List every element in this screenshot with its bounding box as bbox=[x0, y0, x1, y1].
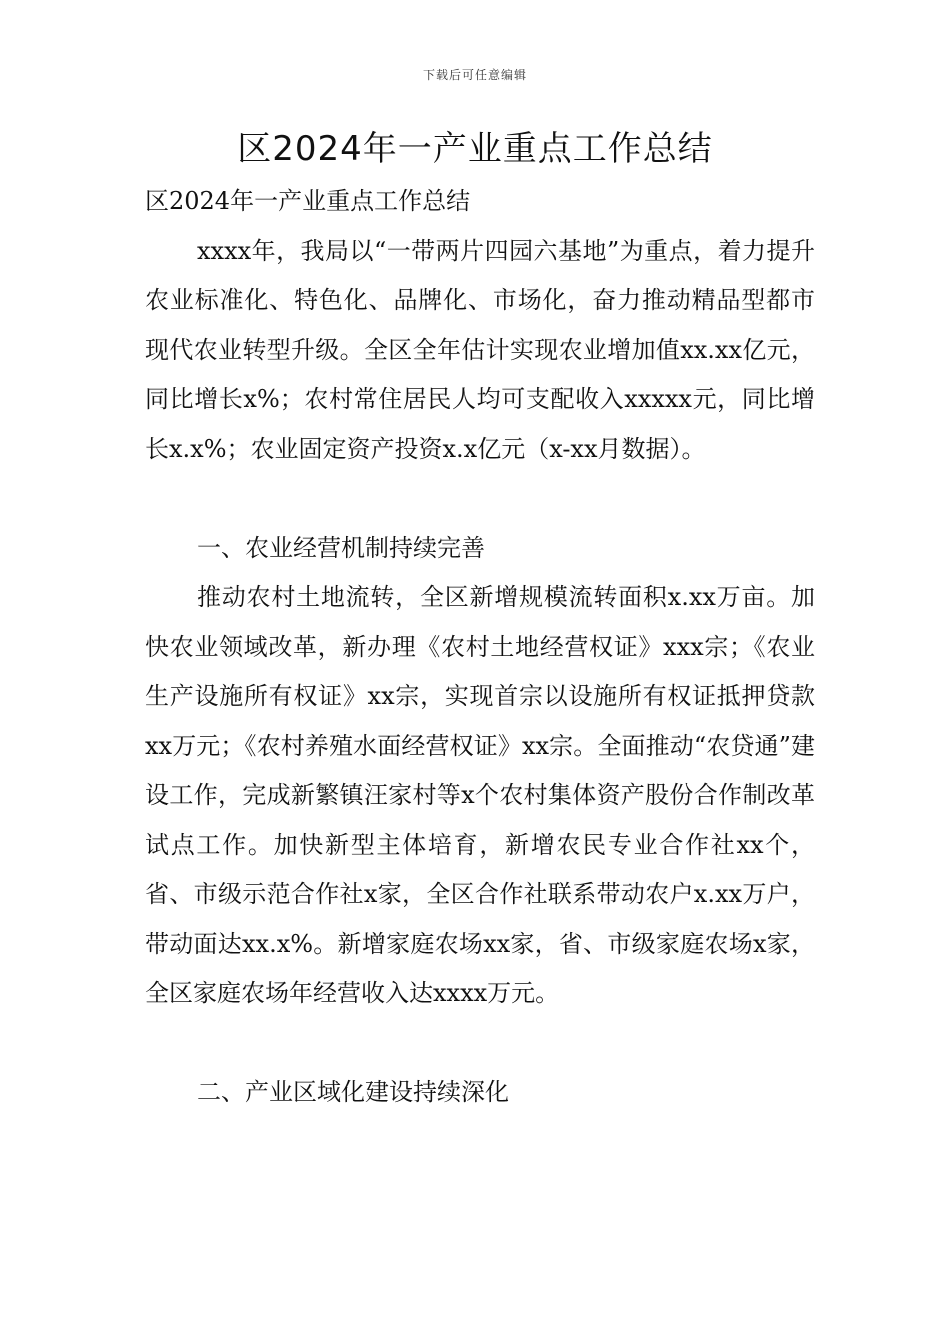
document-title: 区2024年一产业重点工作总结 bbox=[237, 129, 713, 169]
document-body bbox=[145, 177, 815, 1118]
section-1-heading: 一、农业经营机制持续完善 bbox=[197, 533, 485, 562]
page-header-note: 下载后可任意编辑 bbox=[422, 68, 527, 82]
intro-paragraph: xxxx年，我局以“一带两片四园六基地”为重点，着力提升农业标准化、特色化、品牌化、市场化，奋力推动精品型都市现代农业转型升级。全区全年估计实现农业增加值xx.xx亿元，同比增长x%；农村常住居民人均可支配收入xxxxx元，同比增长x.x%；农业固定资产投资x.x亿元（x-xx月数据）。 bbox=[145, 236, 815, 463]
paragraph-spacer bbox=[145, 1019, 815, 1069]
document-subtitle: 区2024年一产业重点工作总结 bbox=[145, 187, 471, 215]
section-2-heading: 二、产业区域化建设持续深化 bbox=[197, 1078, 509, 1106]
paragraph-spacer bbox=[145, 474, 815, 524]
section-1-paragraph: 推动农村土地流转，全区新增规模流转面积x.xx万亩。加快农业领域改革，新办理《农村土地经营权证》xxx宗；《农业生产设施所有权证》xx宗，实现首宗以设施所有权证抵押贷款xx万元；《农村养殖水面经营权证》xx宗。全面推动“农贷通”建设工作，完成新繁镇汪家村等x个农村集体资产股份合作制改革试点工作。加快新型主体培育，新增农民专业合作社xx个，省、市级示范合作社x家，全区合作社联系带动农户x.xx万户，带动面达xx.x%。新增家庭农场xx家，省、市级家庭农场x家，全区家庭农场年经营收入达xxxx万元。 bbox=[145, 583, 815, 1007]
